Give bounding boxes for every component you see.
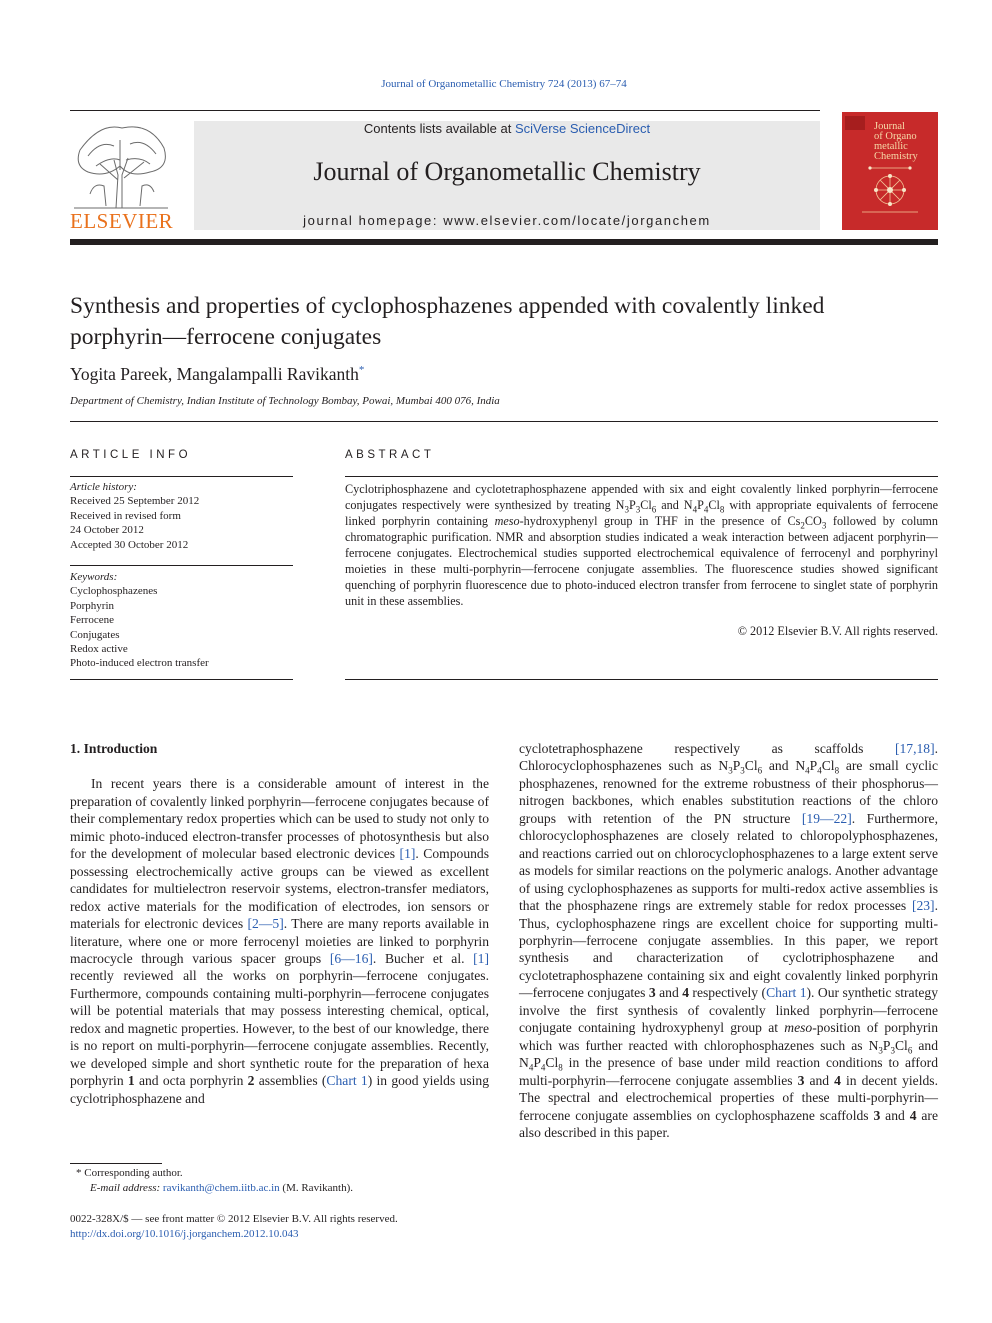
- corresponding-author-mark[interactable]: *: [358, 364, 365, 377]
- divider: [345, 476, 938, 477]
- email-label: E-mail address:: [90, 1181, 163, 1194]
- front-matter-info: [70, 1212, 398, 1241]
- keyword: Porphyrin: [70, 599, 114, 612]
- footnote-mark: *: [76, 1167, 82, 1179]
- article-history: [70, 480, 293, 552]
- author-names: Yogita Pareek, Mangalampalli Ravikanth: [70, 364, 359, 384]
- contents-availability-line: [194, 121, 820, 136]
- divider: [345, 679, 938, 680]
- abstract-copyright: © 2012 Elsevier B.V. All rights reserved.: [737, 624, 938, 638]
- cover-title-line: Journal: [874, 121, 905, 132]
- email-note: [70, 1181, 353, 1196]
- elsevier-tree-icon: [70, 120, 172, 210]
- history-label: Article history:: [70, 481, 137, 493]
- citation-link[interactable]: [6—16]: [329, 950, 373, 966]
- divider: [70, 476, 293, 477]
- divider: [70, 565, 293, 566]
- corresponding-text: Corresponding author.: [84, 1167, 183, 1179]
- issn-line: 0022-328X/$ — see front matter © 2012 Elsevier B.V. All rights reserved.: [70, 1213, 398, 1225]
- keyword: Ferrocene: [70, 614, 114, 627]
- section-heading-introduction: 1. Introduction: [70, 741, 158, 756]
- citation-link[interactable]: [23]: [911, 898, 935, 914]
- paper-title-line: Synthesis and properties of cyclophosphazenes appended with covalently linked: [70, 293, 825, 319]
- sciverse-link[interactable]: SciVerse ScienceDirect: [514, 121, 651, 136]
- citation-link[interactable]: [1]: [399, 846, 416, 862]
- cover-title-line: Chemistry: [874, 151, 918, 162]
- journal-homepage-link[interactable]: journal homepage: www.elsevier.com/locate/jorganchem: [303, 213, 711, 228]
- article-info-heading: ARTICLE INFO: [70, 449, 192, 461]
- chart-link[interactable]: Chart 1: [326, 1073, 368, 1089]
- keyword: Conjugates: [70, 628, 120, 641]
- footnote: [70, 1166, 353, 1195]
- history-entry: Received 25 September 2012: [70, 495, 200, 508]
- cover-title-line: of Organo: [874, 131, 917, 142]
- footnote-rule: [70, 1163, 162, 1164]
- keyword: Redox active: [70, 643, 128, 656]
- keywords: [70, 570, 293, 671]
- elsevier-logo[interactable]: [70, 120, 172, 232]
- body-paragraph: In recent years there is a considerable amount of interest in the preparation of covalently linked porphyrin—ferrocene conjugates because of their complementary redox properties which can be used to study not only to mimic photo-induced electron-transfer processes of photosynthesis but also for the development of molecular based electronic devices [1]. Compounds possessing electrochemically active groups can be viewed as excellent candidates for multielectron reservoir systems, electron-transfer mediators, redox active materials for the modification of electrodes, ion sensors or materials for electronic devices [2—5]. There are many reports available in literature, where one or more ferrocenyl moieties are linked to porphyrin macrocycle through various spacer groups [6—16]. Bucher et al. [1] recently reviewed all the works on porphyrin—ferrocene conjugates. Furthermore, compounds containing multi-porphyrin—ferrocene conjugates will be potential materials that may possess interesting chemical, optical, redox and magnetic properties. However, to the best of our knowledge, there is no report on multi-porphyrin—ferrocene conjugate assemblies. Recently, we developed simple and short synthetic route for the preparation of hexa porphyrin 1 and octa porphyrin 2 assemblies (Chart 1) in good yields using cyclotriphosphazene and: [70, 776, 490, 1106]
- citation-link[interactable]: [17,18]: [894, 741, 935, 756]
- journal-cover-thumbnail[interactable]: [842, 112, 938, 230]
- history-entry: Accepted 30 October 2012: [70, 538, 189, 551]
- email-suffix: (M. Ravikanth).: [279, 1181, 353, 1194]
- keywords-label: Keywords:: [70, 571, 118, 583]
- contents-prefix: Contents lists available at: [363, 121, 515, 136]
- abstract-heading: ABSTRACT: [345, 449, 435, 461]
- corresponding-author-note: [70, 1166, 353, 1181]
- abstract-body: Cyclotriphosphazene and cyclotetraphosphazene appended with six and eight covalently linked porphyrin—ferrocene conjugates respectively were synthesized by treating $N_3P_3Cl_6$ and $N_4P_4Cl_8$ with appropriate equivalents of ferrocene linked porphyrin containing meso-hydroxyphenyl group in THF in the presence of $Cs_2CO_3$ followed by column chromatographic purification. NMR and absorption studies indicated a weak interaction between adjacent porphyrin—ferrocene conjugates. Electrochemical studies supported electrochemical equivalence of ferrocenyl and porphyrinyl moieties in these multi-porphyrin—ferrocene conjugate assemblies. The fluorescence studies showed significant quenching of porphyrin fluorescence due to photo-induced electron transfer from ferrocene to singlet state of porphyrin unit in these assemblies.: [345, 482, 938, 608]
- keyword: Cyclophosphazenes: [70, 585, 158, 598]
- chart-link[interactable]: Chart 1: [766, 985, 807, 1001]
- citation-link[interactable]: [2—5]: [247, 916, 284, 932]
- history-entry: Received in revised form: [70, 509, 181, 522]
- body-column-right: [519, 740, 938, 1141]
- history-entry: 24 October 2012: [70, 524, 144, 537]
- elsevier-wordmark: ELSEVIER: [70, 209, 174, 233]
- citation-link[interactable]: [1]: [473, 950, 489, 966]
- cover-title-line: metallic: [874, 141, 908, 152]
- divider: [70, 421, 938, 422]
- doi-link[interactable]: http://dx.doi.org/10.1016/j.jorganchem.2012.10.043: [70, 1227, 299, 1240]
- body-column-left: [70, 740, 489, 1107]
- paper-title: [70, 291, 950, 353]
- keyword: Photo-induced electron transfer: [70, 657, 209, 670]
- cover-title: [874, 122, 936, 162]
- divider: [70, 679, 293, 680]
- body-paragraph: cyclotetraphosphazene respectively as scaffolds [17,18]. Chlorocyclophosphazenes such as $N_3P_3Cl_6$ and $N_4P_4Cl_8$ are small cyclic phosphazenes, renowned for the extreme robustness of their phosphorus—nitrogen backbones, which enables substitution reactions of the chloro groups with retention of the PN structure [19—22]. Furthermore, chlorocyclophosphazenes are closely related to chloropolyphosphazenes, and reactions carried out on chlorocyclophosphazenes to a large extent serve as models for similar reactions on the polymeric analogs. Another advantage of using cyclophosphazenes as supports for multi-redox active assemblies is that the phosphazene rings are extremely stable for redox processes [23]. Thus, cyclophosphazene rings are excellent choice for supporting multi-porphyrin—ferrocene conjugate assemblies. In this paper, we report synthesis and characterization of cyclotriphosphazene and cyclotetraphosphazene containing six and eight covalently linked porphyrin—ferrocene conjugates 3 and 4 respectively (Chart 1). Our synthetic strategy involve the first synthesis of covalently linked porphyrin—ferrocene conjugate containing hydroxyphenyl group at meso-position of porphyrin which was further reacted with chlorophosphazenes such as $N_3P_3Cl_6$ and $N_4P_4Cl_8$ in the presence of base under mild reaction conditions to afford multi-porphyrin—ferrocene conjugate assemblies 3 and 4 in decent yields. The spectral and electrochemical properties of these multi-porphyrin—ferrocene conjugate assemblies on cyclophosphazene scaffolds 3 and 4 are also described in this paper.: [519, 741, 939, 1140]
- author-list: [70, 364, 364, 385]
- header-rule: [70, 110, 820, 111]
- email-link[interactable]: ravikanth@chem.iitb.ac.in: [162, 1181, 280, 1194]
- journal-reference-link[interactable]: Journal of Organometallic Chemistry 724 (2013) 67–74: [381, 78, 627, 90]
- citation-link[interactable]: [19—22]: [801, 810, 852, 826]
- journal-title: Journal of Organometallic Chemistry: [313, 157, 701, 186]
- affiliation: Department of Chemistry, Indian Institute of Technology Bombay, Powai, Mumbai 400 076, India: [70, 395, 500, 407]
- paper-title-line: porphyrin—ferrocene conjugates: [70, 324, 382, 350]
- header-thick-rule: [70, 239, 938, 245]
